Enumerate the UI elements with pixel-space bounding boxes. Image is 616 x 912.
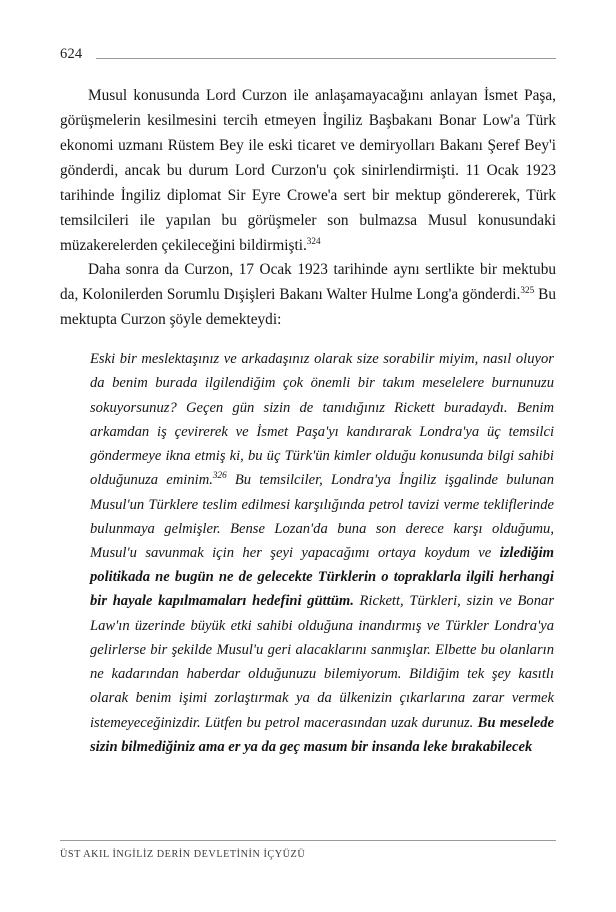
paragraph-1-text: Musul konusunda Lord Curzon ile anlaşamayacağını anlayan İsmet Paşa, görüşmelerin kesilmesini tercih etmeyen İngiliz Başbakanı Bonar Low'a Türk ekonomi uzmanı Rüstem Bey ile eski ticaret ve demiryolları Bakanı Şeref Bey'i gönderdi, ancak bu durum Lord Curzon'u çok sinirlendirmişti. 11 Ocak 1923 tarihinde İngiliz diplomat Sir Eyre Crowe'a sert bir mektup göndererek, Türk temsilcileri ile yapılan bu görüşmeler son bulmazsa Musul konusundaki müzakerelerden çekileceğini bildirmişti.	[60, 87, 556, 254]
footnote-marker-325: 325	[520, 285, 535, 296]
running-title: ÜST AKIL İNGİLİZ DERİN DEVLETİNİN İÇYÜZÜ	[60, 849, 306, 860]
page-footer	[60, 840, 556, 870]
block-quote	[60, 347, 556, 759]
footnote-marker-324: 324	[306, 235, 321, 246]
quote-segment-3: Rickett, Türkleri, sizin ve Bonar Law'ın üzerinde büyük etki sahibi olduğuna inandırmış ve Türkler Londra'ya gelirlerse bir şekilde Musul'u geri alacaklarını sanmışlar. Elbette bu olanların ne kadarından haberdar olduğunuzu bilemiyorum. Bildiğim tek şey kasıtlı olarak benim işimi zorlaştırmak ya da ülkenizin çıkarlarına zarar vermek istemeyeceğinizdir. Lütfen bu petrol macerasından uzak durunuz.	[90, 593, 554, 731]
footnote-marker-326: 326	[212, 470, 227, 481]
paragraph-2	[60, 258, 556, 333]
footer-divider	[60, 840, 556, 841]
page-number: 624	[60, 46, 83, 62]
paragraph-1	[60, 84, 556, 258]
quote-segment-1: Eski bir meslektaşınız ve arkadaşınız olarak size sorabilir miyim, nasıl oluyor da benim burada ilgilendiğim çok önemli bir takım meselelere burnunuzu sokuyorsunuz? Geçen gün sizin de tanıdığınız Rickett buradaydı. Benim arkamdan iş çevirerek ve İsmet Paşa'yı kandırarak Londra'ya üç temsilci göndermeye ikna etmiş ki, bu üç Türk'ün kimler olduğu konusunda bilgi sahibi olduğunuza eminim.	[90, 351, 554, 489]
quote-emphasis-1: izlediğim politikada ne bugün ne de gelecekte Türklerin o topraklarla ilgili herhangi bir hayale kapılmamaları hedefini güttüm.	[90, 544, 554, 610]
page-content	[60, 84, 556, 759]
paragraph-2-text-a: Daha sonra da Curzon, 17 Ocak 1923 tarihinde aynı sertlikte bir mektubu da, Kolonilerden Sorumlu Dışişleri Bakanı Walter Hulme Long'a gönderdi.	[60, 261, 556, 304]
page-header	[60, 46, 556, 70]
quote-emphasis-2: Bu meselede sizin bilmediğiniz ama er ya da geç masum bir insanda leke bırakabilecek	[90, 714, 554, 755]
quote-segment-2: Bu temsilciler, Londra'ya İngiliz işgalinde bulunan Musul'un Türklere teslim edilmesi karşılığında petrol tavizi verme tekliflerinde bulunmaya gelmişler. Bense Lozan'da buna son derece karşı olduğumu, Musul'u savunmak için her şeyi yapacağımı ortaya koydum ve	[90, 472, 554, 561]
header-divider	[96, 58, 556, 59]
paragraph-2-text-b: Bu mektupta Curzon şöyle demekteydi:	[60, 286, 556, 329]
